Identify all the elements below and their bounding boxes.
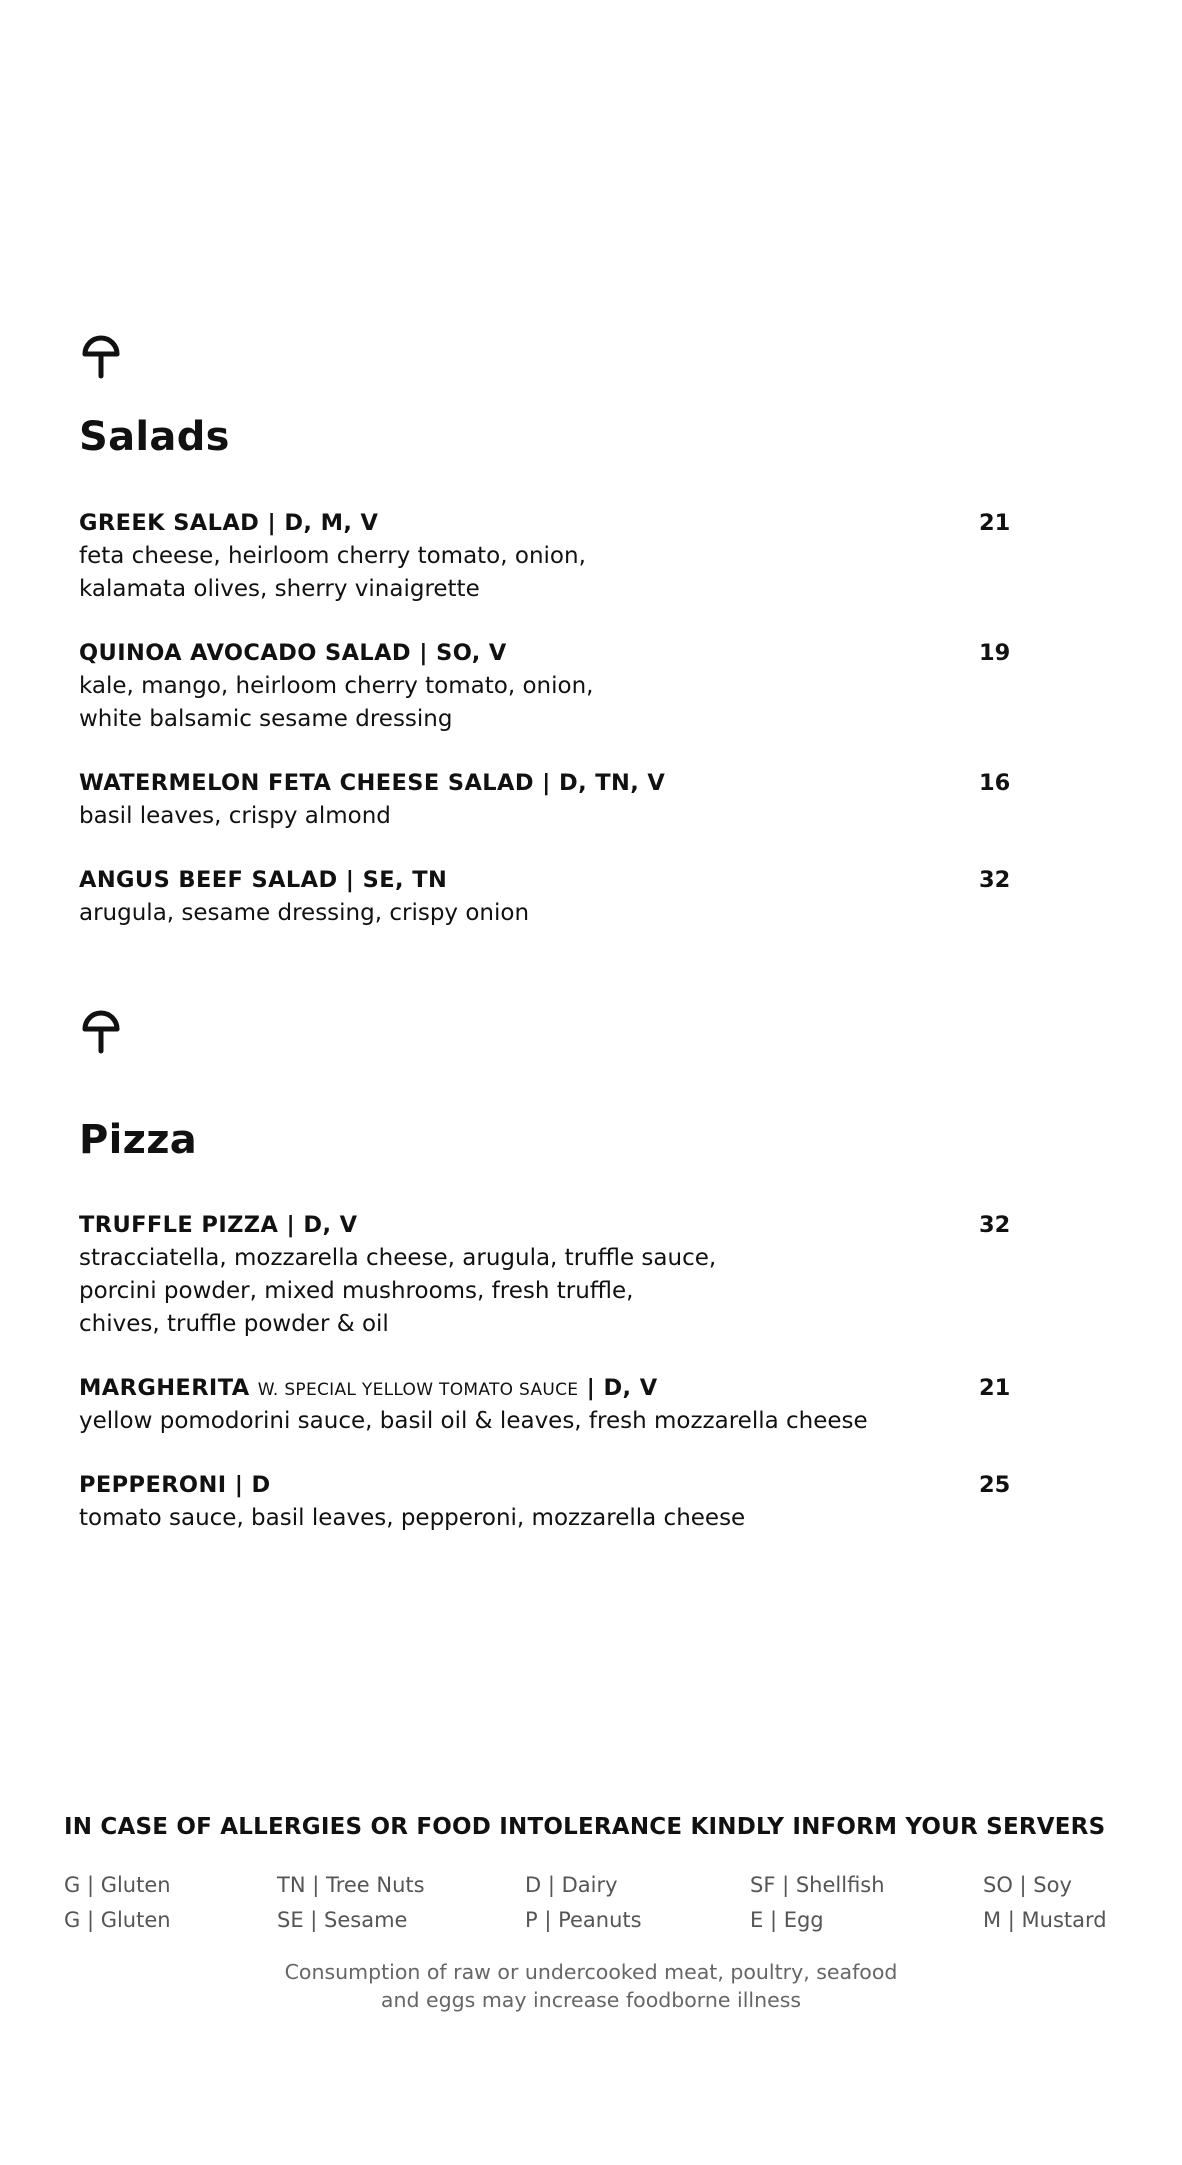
consumption-line: and eggs may increase foodborne illness	[380, 1988, 802, 2012]
allergen-label: TN | Tree Nuts	[277, 1873, 425, 1897]
consumption-line: Consumption of raw or undercooked meat, poultry, seafood	[284, 1960, 898, 1984]
menu-item	[79, 507, 1019, 606]
section-title-salads: Salads	[79, 414, 230, 460]
item-desc-line: feta cheese, heirloom cherry tomato, onion,	[79, 543, 586, 569]
allergen-label: E | Egg	[750, 1908, 824, 1932]
item-name: WATERMELON FETA CHEESE SALAD | D, TN, V	[79, 770, 666, 796]
allergen-label: D | Dairy	[525, 1873, 618, 1897]
item-name-suffix: | D, V	[586, 1375, 658, 1401]
allergen-label: SF | Shellfish	[750, 1873, 885, 1897]
item-desc-line: arugula, sesame dressing, crispy onion	[79, 900, 530, 926]
item-name: GREEK SALAD | D, M, V	[79, 510, 379, 536]
item-desc-line: kalamata olives, sherry vinaigrette	[79, 576, 480, 602]
allergen-label: SO | Soy	[983, 1873, 1072, 1897]
item-price: 21	[979, 1375, 1011, 1401]
allergen-label: G | Gluten	[64, 1873, 171, 1897]
mushroom-icon	[79, 1005, 123, 1055]
item-name	[79, 1372, 1019, 1405]
mushroom-icon	[79, 330, 123, 380]
item-desc-line: stracciatella, mozzarella cheese, arugula, truffle sauce,	[79, 1245, 717, 1271]
section-title-pizza: Pizza	[79, 1117, 198, 1163]
pizza-section	[79, 1005, 1019, 1531]
item-desc-line: basil leaves, crispy almond	[79, 803, 391, 829]
consumption-warning	[0, 1958, 1182, 2014]
allergy-notice: IN CASE OF ALLERGIES OR FOOD INTOLERANCE KINDLY INFORM YOUR SERVERS	[64, 1814, 1106, 1840]
item-price: 21	[979, 510, 1011, 536]
item-price: 19	[979, 640, 1011, 666]
menu-item	[79, 1469, 1019, 1535]
item-name: ANGUS BEEF SALAD | SE, TN	[79, 867, 448, 893]
menu-item	[79, 767, 1019, 833]
item-desc-line: chives, truffle powder & oil	[79, 1311, 389, 1337]
item-price: 25	[979, 1472, 1011, 1498]
item-price: 32	[979, 867, 1011, 893]
item-desc-line: white balsamic sesame dressing	[79, 706, 453, 732]
item-name-main: MARGHERITA	[79, 1375, 250, 1401]
item-desc-line: yellow pomodorini sauce, basil oil & leaves, fresh mozzarella cheese	[79, 1408, 868, 1434]
item-price: 32	[979, 1212, 1011, 1238]
item-name: TRUFFLE PIZZA | D, V	[79, 1212, 358, 1238]
menu-item	[79, 1209, 1019, 1341]
salads-section	[79, 330, 1019, 926]
item-desc-line: porcini powder, mixed mushrooms, fresh truffle,	[79, 1278, 634, 1304]
allergen-label: M | Mustard	[983, 1908, 1107, 1932]
allergen-label: G | Gluten	[64, 1908, 171, 1932]
menu-item	[79, 1372, 1019, 1438]
item-note: W. SPECIAL YELLOW TOMATO SAUCE	[257, 1380, 579, 1400]
item-name: PEPPERONI | D	[79, 1472, 271, 1498]
item-price: 16	[979, 770, 1011, 796]
item-name: QUINOA AVOCADO SALAD | SO, V	[79, 640, 507, 666]
allergen-label: SE | Sesame	[277, 1908, 408, 1932]
item-desc-line: kale, mango, heirloom cherry tomato, onion,	[79, 673, 594, 699]
allergen-label: P | Peanuts	[525, 1908, 642, 1932]
item-desc-line: tomato sauce, basil leaves, pepperoni, mozzarella cheese	[79, 1505, 746, 1531]
menu-item	[79, 637, 1019, 736]
menu-item	[79, 864, 1019, 930]
